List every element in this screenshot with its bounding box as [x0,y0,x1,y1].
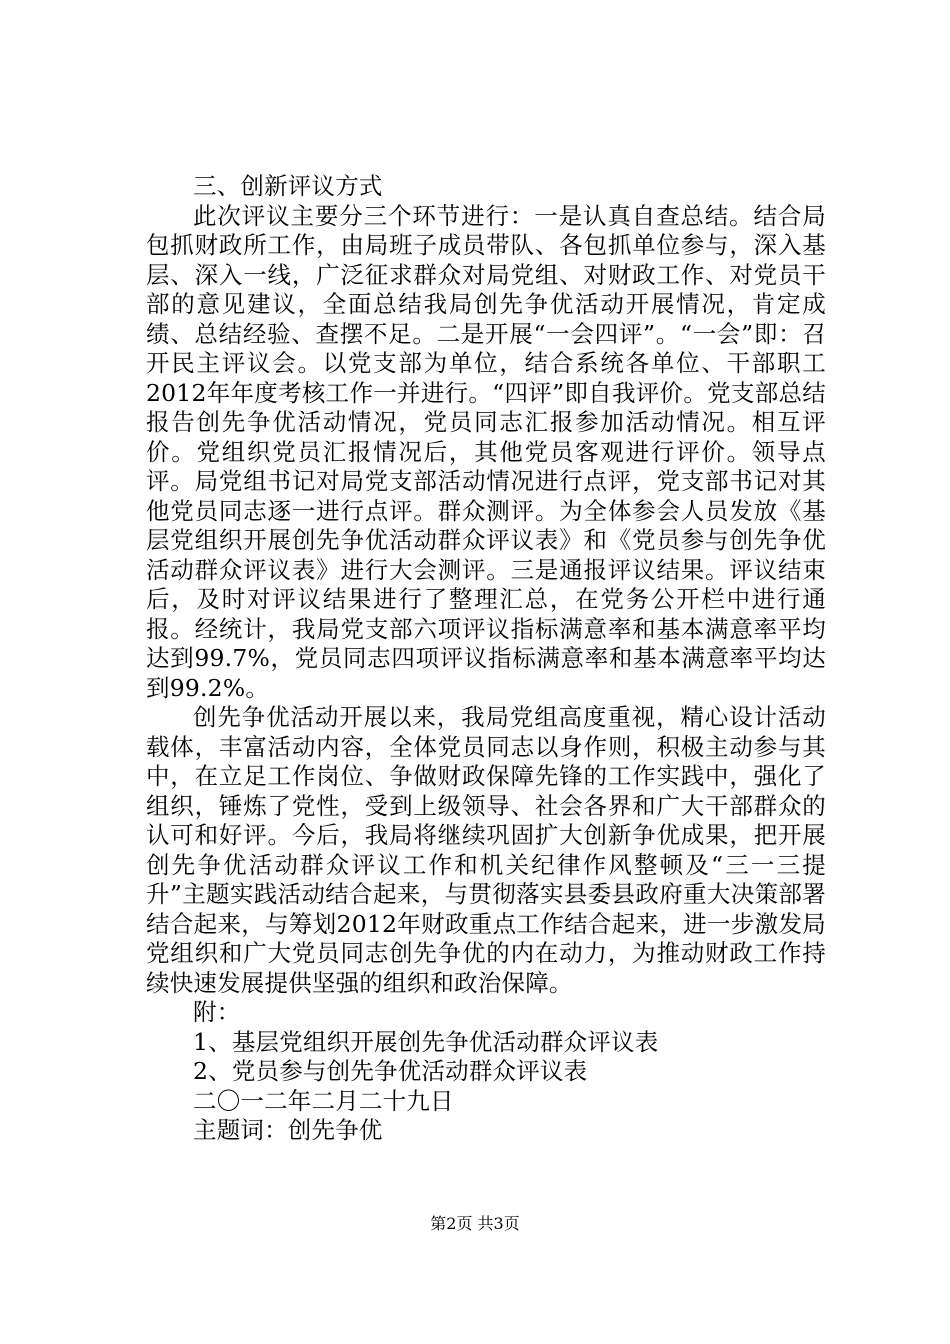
page-number: 第2页 共3页 [430,1214,520,1233]
body-paragraph: 此次评议主要分三个环节进行：一是认真自查总结。结合局包抓财政所工作，由局班子成员带队、各包抓单位参与，深入基层、深入一线，广泛征求群众对局党组、对财政工作、对党员干部的意见建议，全面总结我局创先争优活动开展情况，肯定成绩、总结经验、查摆不足。二是开展“一会四评”。“一会”即：召开民主评议会。以党支部为单位，结合系统各单位、干部职工2012年年度考核工作一并进行。“四评”即自我评价。党支部总结报告创先争优活动情况，党员同志汇报参加活动情况。相互评价。党组织党员汇报情况后，其他党员客观进行评价。领导点评。局党组书记对局党支部活动情况进行点评，党支部书记对其他党员同志逐一进行点评。群众测评。为全体参会人员发放《基层党组织开展创先争优活动群众评议表》和《党员参与创先争优活动群众评议表》进行大会测评。三是通报评议结果。评议结束后，及时对评议结果进行了整理汇总，在党务公开栏中进行通报。经统计，我局党支部六项评议指标满意率和基本满意率平均达到99.7%，党员同志四项评议指标满意率和基本满意率平均达到99.2%。 [146,201,826,702]
body-paragraph: 创先争优活动开展以来，我局党组高度重视，精心设计活动载体，丰富活动内容，全体党员同志以身作则，积极主动参与其中，在立足工作岗位、争做财政保障先锋的工作实践中，强化了组织，锤炼了党性，受到上级领导、社会各界和广大干部群众的认可和好评。今后，我局将继续巩固扩大创新争优成果，把开展创先争优活动群众评议工作和机关纪律作风整顿及“三一三提升”主题实践活动结合起来，与贯彻落实县委县政府重大决策部署结合起来，与筹划2012年财政重点工作结合起来，进一步激发局党组织和广大党员同志创先争优的内在动力，为推动财政工作持续快速发展提供坚强的组织和政治保障。 [146,703,826,997]
document-date: 二〇一二年二月二十九日 [193,1086,454,1115]
document-keywords: 主题词：创先争优 [193,1116,383,1144]
page-footer [0,1214,950,1234]
section-heading: 三、创新评议方式 [193,172,383,200]
attachment-item: 1、基层党组织开展创先争优活动群众评议表 [193,1027,659,1056]
attachment-item: 2、党员参与创先争优活动群众评议表 [193,1057,588,1085]
attachment-label: 附： [193,998,241,1026]
document-body [146,172,826,1146]
